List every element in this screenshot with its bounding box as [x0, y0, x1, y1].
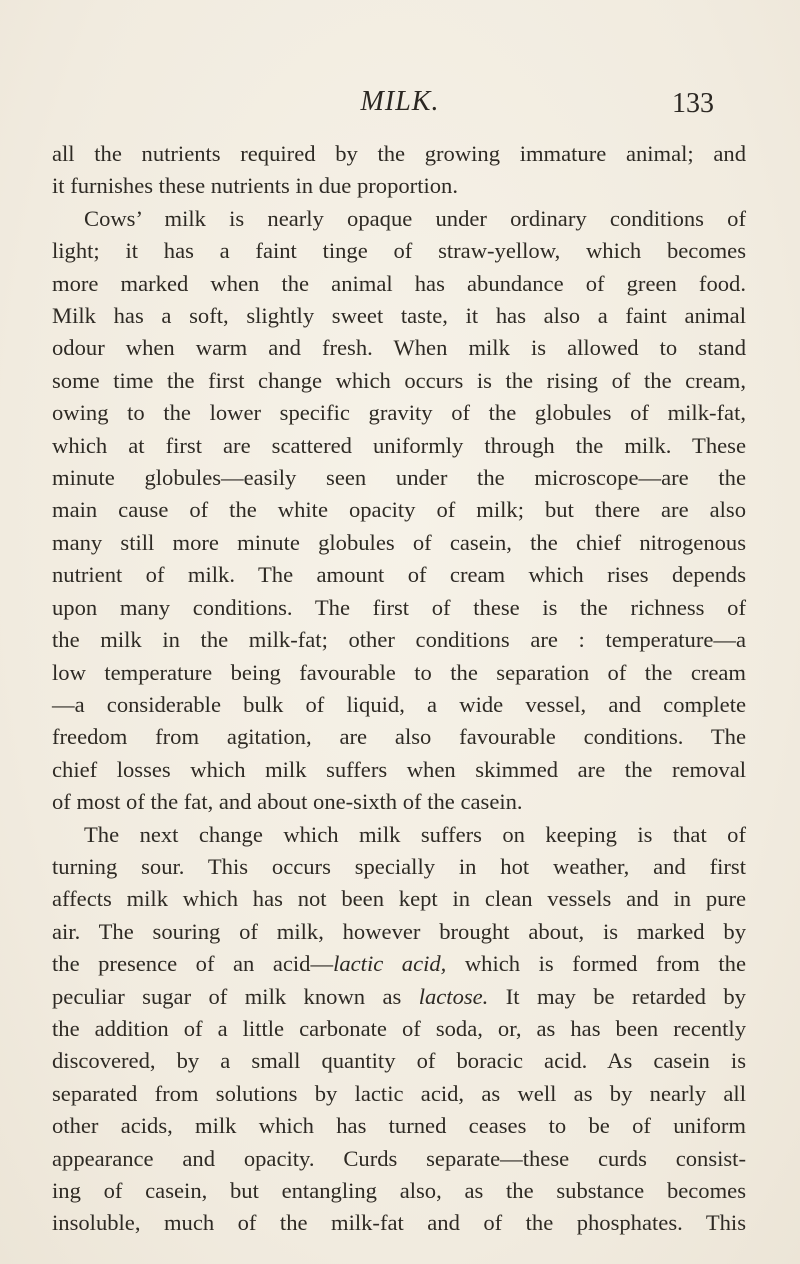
text-line-lactic-acid — [52, 948, 746, 980]
text-line: nutrient of milk. The amount of cream which rises depends — [52, 562, 746, 588]
text-line: more marked when the animal has abundance of green food. — [52, 270, 746, 296]
text-segment: which is formed from the — [446, 951, 746, 977]
text-line: which at first are scattered uniformly through the milk. These — [52, 432, 746, 458]
italic-term-lactose: lactose. — [418, 983, 489, 1009]
text-line: of most of the fat, and about one-sixth of the casein. — [52, 789, 523, 815]
text-line: light; it has a faint tinge of straw-yellow, which becomes — [52, 238, 746, 264]
text-line: freedom from agitation, are also favourable conditions. The — [52, 724, 746, 750]
text-segment: peculiar sugar of milk known as — [52, 983, 419, 1009]
text-line: some time the first change which occurs is the rising of the cream, — [52, 367, 746, 393]
text-line-lactose — [52, 981, 746, 1013]
text-line: ing of casein, but entangling also, as the substance becomes — [52, 1178, 746, 1203]
text-line: minute globules—easily seen under the microscope—are the — [52, 465, 746, 491]
running-title: MILK. — [360, 86, 440, 117]
text-line: the milk in the milk-fat; other conditions are : temperature—a — [52, 627, 746, 653]
page-number: 133 — [672, 88, 714, 119]
text-line: insoluble, much of the milk-fat and of the phosphates. This — [52, 1210, 746, 1236]
body-text — [52, 138, 746, 1240]
text-line: owing to the lower specific gravity of the globules of milk-fat, — [52, 400, 746, 426]
italic-term-lactic-acid: lactic acid, — [333, 951, 447, 977]
text-line: Cows’ milk is nearly opaque under ordinary conditions of — [84, 205, 746, 231]
text-line: affects milk which has not been kept in clean vessels and in pure — [52, 886, 746, 912]
text-line: all the nutrients required by the growing immature animal; and — [52, 141, 746, 166]
text-segment: the presence of an acid— — [52, 951, 334, 977]
text-line: other acids, milk which has turned ceases to be of uniform — [52, 1113, 746, 1139]
text-line: air. The souring of milk, however brought about, is marked by — [52, 918, 746, 944]
text-line: odour when warm and fresh. When milk is allowed to stand — [52, 335, 746, 361]
text-segment: It may be retarded by — [488, 983, 746, 1009]
text-line: —a considerable bulk of liquid, a wide vessel, and complete — [52, 691, 746, 717]
text-line: low temperature being favourable to the separation of the cream — [52, 659, 746, 685]
text-line: separated from solutions by lactic acid, as well as by nearly all — [52, 1080, 746, 1106]
text-line: discovered, by a small quantity of boracic acid. As casein is — [52, 1048, 746, 1074]
text-line: The next change which milk suffers on keeping is that of — [84, 821, 746, 847]
text-line: the addition of a little carbonate of soda, or, as has been recently — [52, 1015, 746, 1041]
text-line: upon many conditions. The first of these is the richness of — [52, 594, 746, 620]
text-line: chief losses which milk suffers when skimmed are the removal — [52, 756, 746, 782]
text-line: turning sour. This occurs specially in hot weather, and first — [52, 853, 746, 879]
running-head — [0, 80, 800, 120]
text-line: Milk has a soft, slightly sweet taste, it has also a faint animal — [52, 303, 746, 329]
text-line: appearance and opacity. Curds separate—these curds consist- — [52, 1145, 746, 1171]
text-line: many still more minute globules of casein, the chief nitrogenous — [52, 529, 746, 555]
text-line: it furnishes these nutrients in due proportion. — [52, 173, 458, 199]
text-line: main cause of the white opacity of milk; but there are also — [52, 497, 746, 523]
